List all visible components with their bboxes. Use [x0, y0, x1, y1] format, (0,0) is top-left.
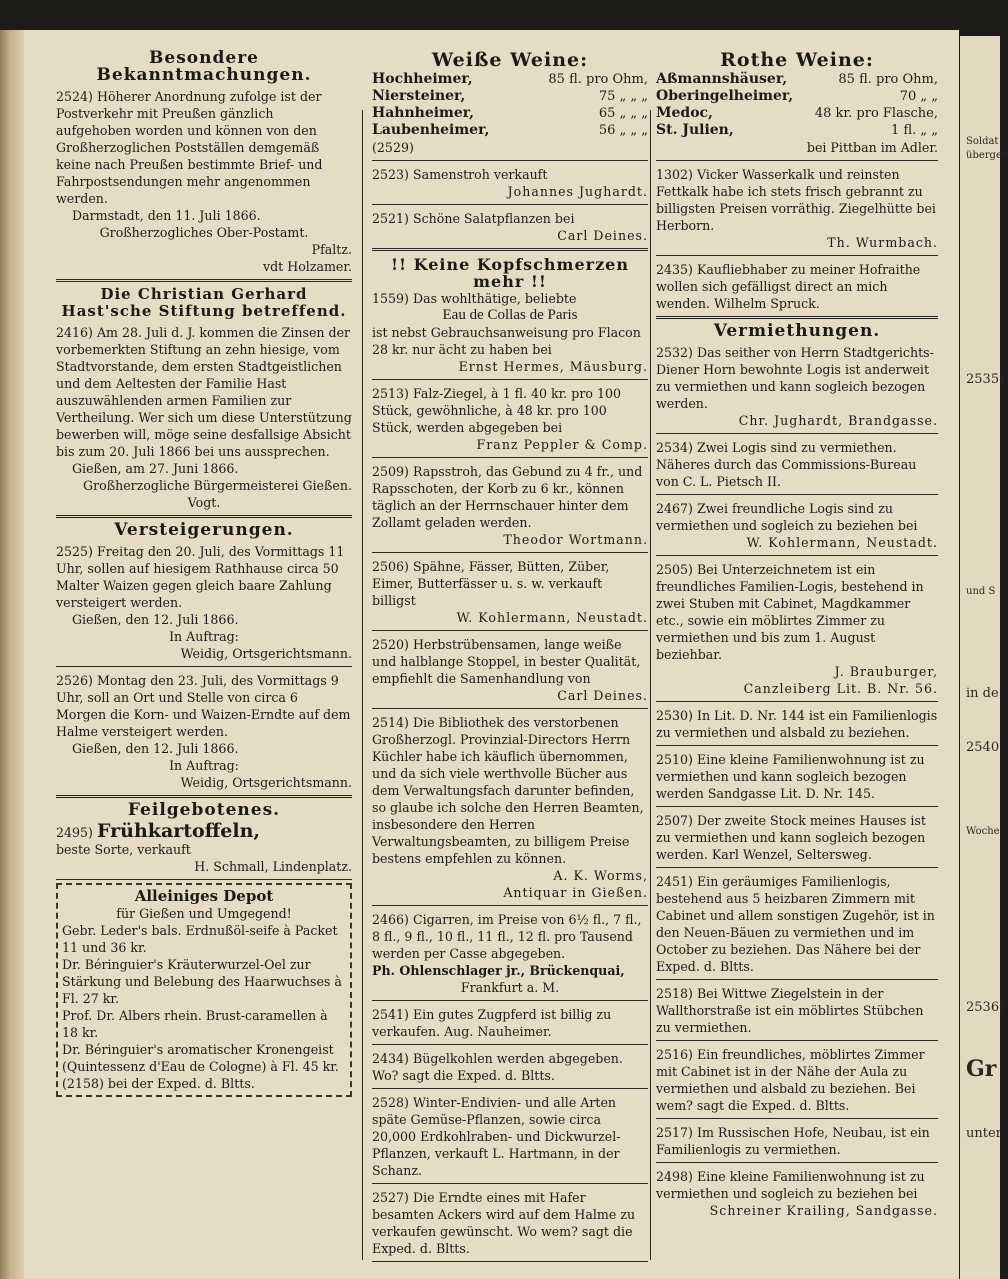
ad-2523: [372, 164, 648, 205]
ad-signature: W. Kohlermann, Neustadt.: [746, 535, 938, 550]
ad-2498: [656, 1166, 938, 1219]
ad-text: ist nebst Gebrauchsanweisung pro Flacon 28 kr. nur ächt zu haben bei: [372, 325, 641, 357]
adjacent-page-edge: [960, 36, 1008, 1279]
ad-title: !! Keine Kopfschmerzen mehr !!: [391, 255, 629, 291]
ad-text: 2530) In Lit. D. Nr. 144 ist ein Familienlogis zu vermiethen und alsbald zu beziehen.: [656, 708, 938, 740]
ad-text: 2434) Bügelkohlen werden abgegeben. Wo? sagt die Exped. d. Bltts.: [372, 1051, 623, 1083]
ad-2518: [656, 983, 938, 1041]
ad-2524: [56, 86, 352, 282]
ad-2529-white-wines: [372, 46, 648, 161]
ad-2516: [656, 1044, 938, 1119]
ad-text: 2510) Eine kleine Familienwohnung ist zu vermiethen und kann sogleich bezogen werden Sandgasse Lit. D. Nr. 145.: [656, 752, 925, 801]
ad-signature: J. Brauburger,: [834, 664, 938, 679]
ad-title: Frühkartoffeln,: [96, 820, 261, 842]
ad-signature: A. K. Worms,: [553, 868, 648, 883]
ad-text: 2526) Montag den 23. Juli, des Vormittags 9 Uhr, soll an Ort und Stelle von circa 6 Morgen die Korn- und Waizen-Erndte auf dem Halme versteigert werden.: [56, 673, 351, 739]
fragment-text: 2535): [966, 372, 1005, 387]
wine-name: Niersteiner,: [372, 88, 466, 104]
wine-name: St. Julien,: [656, 122, 734, 138]
wine-name: Medoc,: [656, 105, 713, 121]
ad-footer: (2158) bei der Exped. d. Bltts.: [62, 1076, 255, 1091]
ad-signature: Weidig, Ortsgerichtsmann.: [180, 646, 352, 661]
ad-line: Dr. Béringuier's aromatischer Kronengeist (Quintessenz d'Eau de Cologne) à Fl. 45 kr.: [62, 1042, 339, 1074]
section-heading: Versteigerungen.: [114, 520, 294, 540]
ad-2505: [656, 559, 938, 702]
ad-signature: vdt Holzamer.: [262, 259, 352, 274]
ad-signature: Frankfurt a. M.: [460, 980, 560, 995]
ad-signature: Carl Deines.: [557, 228, 648, 243]
ad-2527: [372, 1187, 648, 1262]
wine-name: Hochheimer,: [372, 71, 473, 87]
ad-2451: [656, 871, 938, 980]
ad-text: 2506) Spähne, Fässer, Bütten, Züber, Eimer, Butterfässer u. s. w. verkauft billigst: [372, 559, 610, 608]
ad-2530: [656, 705, 938, 746]
wine-row: [656, 105, 938, 122]
ad-signature: Großherzogliches Ober-Postamt.: [99, 225, 309, 240]
ad-text: 2541) Ein gutes Zugpferd ist billig zu verkaufen. Aug. Nauheimer.: [372, 1007, 612, 1039]
fragment-text: in de: [966, 686, 999, 701]
ad-signature: W. Kohlermann, Neustadt.: [456, 610, 648, 625]
ad-text: 2498) Eine kleine Familienwohnung ist zu vermiethen und sogleich zu beziehen bei: [656, 1169, 925, 1201]
ad-signature: Ernst Hermes, Mäusburg.: [458, 359, 648, 374]
wine-row: [656, 122, 938, 139]
ad-signature: Th. Wurmbach.: [827, 235, 938, 250]
wine-price: 65 „ „ „: [598, 106, 648, 121]
wine-name: Oberingelheimer,: [656, 88, 794, 104]
wine-price: 85 fl. pro Ohm,: [548, 72, 648, 87]
ad-signature: H. Schmall, Lindenplatz.: [194, 859, 352, 874]
ad-2507: [656, 810, 938, 868]
ad-text: 2517) Im Russischen Hofe, Neubau, ist ein Familienlogis zu vermiethen.: [656, 1125, 930, 1157]
ad-signature: Carl Deines.: [557, 688, 648, 703]
ad-2534: [656, 437, 938, 495]
ad-text: 2513) Falz-Ziegel, à 1 fl. 40 kr. pro 100 Stück, gewöhnliche, à 48 kr. pro 100 Stück, werden abgegeben bei: [372, 386, 621, 435]
ad-text: 2520) Herbstrübensamen, lange weiße und halblange Stoppel, in bester Qualität, empfiehlt die Samenhandlung von: [372, 637, 641, 686]
ad-text: 1559) Das wohlthätige, beliebte: [372, 291, 577, 306]
ad-date: Gießen, am 27. Juni 1866.: [72, 461, 239, 476]
ad-text: 2514) Die Bibliothek des verstorbenen Großherzogl. Provinzial-Directors Herrn Küchler habe ich käuflich übernommen, und da sich viele werthvolle Bücher aus dem Verwaltungsfach darunter befinden, so glaube ich solche den Herren Beamten, insbesondere den Herren Verwaltungsbeamten, zu billigem Preise bestens empfehlen zu können.: [372, 715, 644, 866]
ad-text: 2435) Kaufliebhaber zu meiner Hofraithe wollen sich gefälligst direct an mich wenden. Wilhelm Spruck.: [656, 262, 921, 311]
ad-text: 2524) Höherer Anordnung zufolge ist der Postverkehr mit Preußen gänzlich aufgehoben worden und können von den Großherzoglichen Postställen demgemäß keine nach Preußen bestimmte Brief- und Fahrpostsendungen mehr angenommen werden.: [56, 89, 323, 206]
ad-2434: [372, 1048, 648, 1089]
ad-signature: Ph. Ohlenschlager jr., Brückenquai,: [372, 963, 625, 978]
ad-2467: [656, 498, 938, 556]
ad-signature: Canzleiberg Lit. B. Nr. 56.: [743, 681, 938, 696]
ad-1302: [656, 164, 938, 256]
section-heading: Feilgebotenes.: [127, 800, 281, 820]
ad-signature: Schreiner Krailing, Sandgasse.: [709, 1203, 938, 1218]
ad-text: 2507) Der zweite Stock meines Hauses ist zu vermiethen und kann sogleich bezogen werden. Karl Wenzel, Seltersweg.: [656, 813, 926, 862]
ad-text: 2521) Schöne Salatpflanzen bei: [372, 211, 575, 226]
ad-signature: Johannes Jughardt.: [507, 184, 648, 199]
ad-2526: [56, 670, 352, 798]
ad-text: 2451) Ein geräumiges Familienlogis, bestehend aus 5 heizbaren Zimmern mit Cabinet und allem sonstigen Zugehör, ist in den Neuen-Bäuen zu vermiethen und im October zu beziehen. Das Nähere bei der Exped. d. Bltts.: [656, 874, 935, 974]
ad-text: beste Sorte, verkauft: [56, 842, 191, 857]
ad-signature: Weidig, Ortsgerichtsmann.: [180, 775, 352, 790]
ad-2532: [656, 342, 938, 434]
ad-title: Alleiniges Depot: [134, 887, 274, 905]
wine-price: 75 „ „ „: [598, 89, 648, 104]
ad-2525: [56, 541, 352, 667]
ad-text: 2416) Am 28. Juli d. J. kommen die Zinsen der vorbemerkten Stiftung an zehn hiesige, vom Stadtvorstande, dem ersten Stadtgeistlichen und dem Aeltesten der Familie Hast auszuwählenden armen Familien zur Vertheilung. Wer sich um diese Unterstützung bewerben will, möge seine desfallsige Absicht bis zum 20. Juli 1866 bei uns aussprechen.: [56, 325, 352, 459]
wine-price: 85 fl. pro Ohm,: [838, 72, 938, 87]
ad-2510: [656, 749, 938, 807]
ad-red-wines: [656, 46, 938, 161]
ad-text: 2466) Cigarren, im Preise von 6½ fl., 7 fl., 8 fl., 9 fl., 10 fl., 11 fl., 12 fl. pro Tausend werden per Casse abgegeben.: [372, 912, 642, 961]
ad-signature: Theodor Wortmann.: [503, 532, 648, 547]
ad-text: 2532) Das seither von Herrn Stadtgerichts-Diener Horn bewohnte Logis ist anderweit zu vermiethen und kann sogleich bezogen werden.: [656, 345, 934, 411]
ad-line: Gebr. Leder's bals. Erdnußöl-seife à Packet 11 und 36 kr.: [62, 923, 338, 955]
ad-2514: [372, 712, 648, 906]
wine-price: 70 „ „: [899, 89, 938, 104]
ad-2416: [56, 322, 352, 518]
product-name: Eau de Collas de Paris: [442, 307, 578, 323]
ad-signature: In Auftrag:: [169, 758, 239, 773]
fragment-text: übergeb: [966, 150, 1008, 161]
column-3: [656, 46, 938, 1219]
ad-2520: [372, 634, 648, 709]
ad-2541: [372, 1004, 648, 1045]
ad-signature: Vogt.: [187, 495, 221, 510]
column-rule: [362, 110, 363, 1260]
ad-text: 2509) Rapsstroh, das Gebund zu 4 fr., und Rapsschoten, der Korb zu 6 kr., können täglich an der Herrnschauer hinter dem Zollamt geladen werden.: [372, 464, 643, 530]
ad-2513: [372, 383, 648, 458]
ad-date: Darmstadt, den 11. Juli 1866.: [72, 208, 261, 223]
wine-name: Laubenheimer,: [372, 122, 490, 138]
ad-number: (2529): [372, 140, 414, 155]
ad-subtitle: für Gießen und Umgegend!: [116, 906, 292, 921]
ad-1559: [372, 254, 648, 380]
ad-2466: [372, 909, 648, 1001]
wine-row: [372, 122, 648, 139]
column-rule: [650, 110, 651, 1260]
ad-text: 2518) Bei Wittwe Ziegelstein in der Wallthorstraße ist ein möblirtes Stübchen zu vermiethen.: [656, 986, 924, 1035]
wine-name: Hahnheimer,: [372, 105, 475, 121]
ad-text: 2505) Bei Unterzeichnetem ist ein freundliches Familien-Logis, bestehend in zwei Stuben mit Cabinet, Magdkammer etc., sowie ein möblirtes Zimmer zu vermiethen und bis zum 1. August beziehbar.: [656, 562, 924, 662]
ad-signature: Chr. Jughardt, Brandgasse.: [738, 413, 938, 428]
ad-2495: [56, 821, 352, 880]
ad-text: 2516) Ein freundliches, möblirtes Zimmer mit Cabinet ist in der Nähe der Aula zu vermiethen und alsbald zu beziehen. Bei wem? sagt die Exped. d. Bltts.: [656, 1047, 925, 1113]
ad-number: 2495): [56, 825, 93, 840]
wine-row: [372, 105, 648, 122]
wine-row: [656, 71, 938, 88]
ad-text: 2528) Winter-Endivien- und alle Arten späte Gemüse-Pflanzen, sowie circa 20,000 Erdkohlraben- und Dickwurzel-Pflanzen, verkauft L. Hartmann, in der Schanz.: [372, 1095, 621, 1178]
fragment-text: 2540: [966, 740, 1000, 755]
wine-row: [372, 71, 648, 88]
ad-signature: Großherzogliche Bürgermeisterei Gießen.: [83, 478, 352, 493]
ad-signature: Franz Peppler & Comp.: [476, 437, 648, 452]
section-heading: Besondere Bekanntmachungen.: [96, 48, 312, 85]
ad-text: 2527) Die Erndte eines mit Hafer besamten Ackers wird auf dem Halme zu verkaufen gewünscht. Wo wem? sagt die Exped. d. Bltts.: [372, 1190, 636, 1256]
wine-price: 1 fl. „ „: [891, 123, 938, 138]
wine-price: 56 „ „ „: [598, 123, 648, 138]
fragment-text: und S: [966, 586, 996, 597]
wine-row: [656, 88, 938, 105]
ad-text: 1302) Vicker Wasserkalk und reinsten Fettkalk habe ich stets frisch gebrannt zu billigsten Preisen vorräthig. Ziegelhütte bei Herborn.: [656, 167, 936, 233]
ad-signature: In Auftrag:: [169, 629, 239, 644]
section-heading: Rothe Weine:: [720, 49, 874, 71]
section-heading: Vermiethungen.: [713, 321, 881, 341]
wine-row: [372, 88, 648, 105]
ad-line: Prof. Dr. Albers rhein. Brust-caramellen à 18 kr.: [62, 1008, 328, 1040]
ad-text: 2525) Freitag den 20. Juli, des Vormittags 11 Uhr, sollen auf hiesigem Rathhause circa 50 Malter Waizen gegen gleich baare Zahlung versteigert werden.: [56, 544, 345, 610]
ad-signature: Pfaltz.: [311, 242, 352, 257]
column-1: [56, 46, 352, 1097]
ad-date: Gießen, den 12. Juli 1866.: [72, 612, 239, 627]
ad-2509: [372, 461, 648, 553]
ad-signature: Antiquar in Gießen.: [503, 885, 648, 900]
fragment-text: Gr: [966, 1056, 997, 1082]
column-2: [372, 46, 648, 1265]
depot-ad-box: [56, 883, 352, 1097]
ad-date: Gießen, den 12. Juli 1866.: [72, 741, 239, 756]
fragment-text: Woche: [966, 826, 1000, 837]
ad-2528: [372, 1092, 648, 1184]
section-heading: Weiße Weine:: [431, 49, 589, 71]
ad-2506: [372, 556, 648, 631]
ad-line: Dr. Béringuier's Kräuterwurzel-Oel zur Stärkung und Belebung des Haarwuchses à Fl. 27 kr.: [62, 957, 342, 1006]
ad-2517: [656, 1122, 938, 1163]
ad-text: 2467) Zwei freundliche Logis sind zu vermiethen und sogleich zu beziehen bei: [656, 501, 918, 533]
fragment-text: unter: [966, 1126, 1002, 1141]
fragment-text: Soldat: [966, 136, 999, 147]
ad-signature: bei Pittban im Adler.: [806, 140, 938, 155]
ad-2435: [656, 259, 938, 319]
wine-price: 48 kr. pro Flasche,: [814, 106, 938, 121]
wine-name: Aßmannshäuser,: [656, 71, 788, 87]
ad-text: 2534) Zwei Logis sind zu vermiethen. Näheres durch das Commissions-Bureau von C. L. Pietsch II.: [656, 440, 917, 489]
book-spine: [0, 30, 26, 1279]
section-heading: Die Christian Gerhard Hast'sche Stiftung betreffend.: [61, 285, 347, 320]
ad-2521: [372, 208, 648, 251]
fragment-text: 2536): [966, 1000, 1005, 1015]
ad-text: 2523) Samenstroh verkauft: [372, 167, 548, 182]
